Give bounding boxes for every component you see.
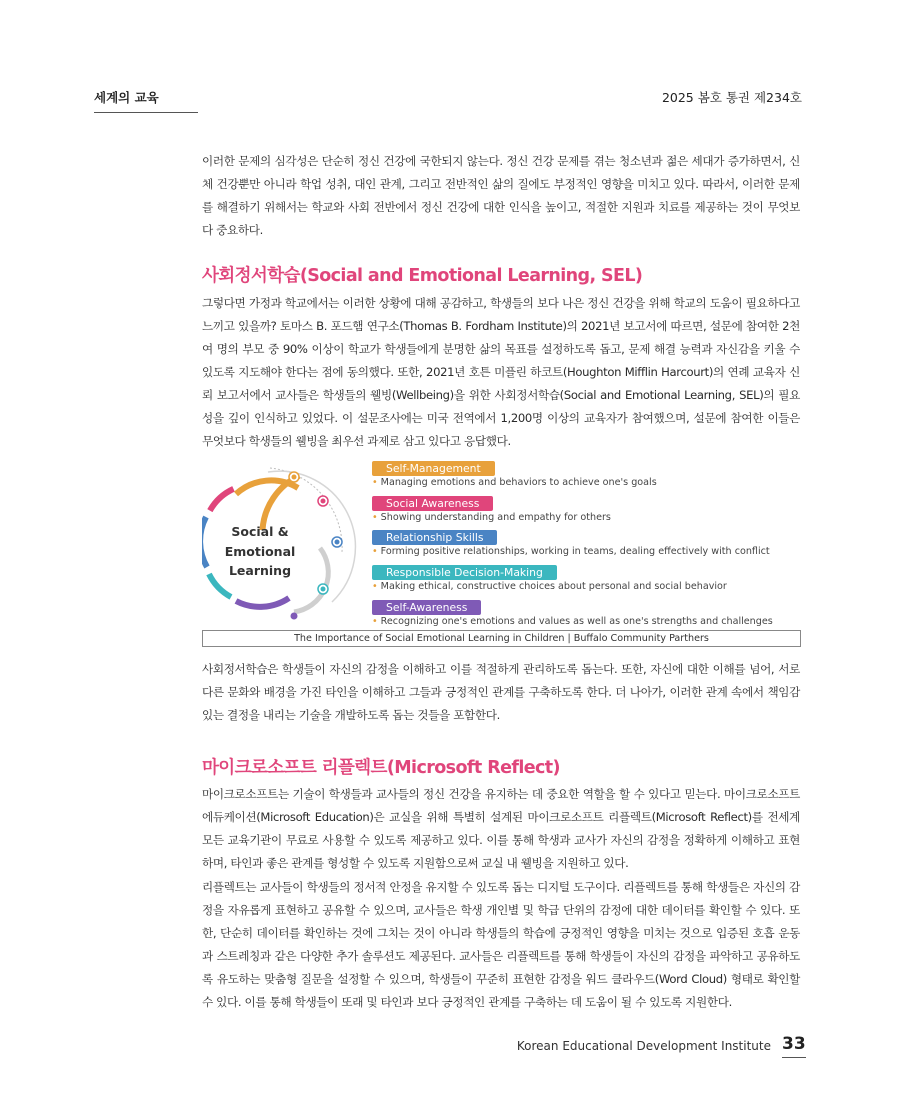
sel-after-figure-paragraph: 사회정서학습은 학생들이 자신의 감정을 이해하고 이를 적절하게 관리하도록 돕는다. 또한, 자신에 대한 이해를 넘어, 서로 다른 문화와 배경을 가진 타인을 이해하고 그들과 긍정적인 관계를 구축하도록 한다. 더 나아가, 이러한 관계 속에서 책임감 있는 결정을 내리는 기술을 개발하도록 돕는 것들을 포함한다. <box>202 662 800 722</box>
component-desc <box>372 477 657 488</box>
component-social-awareness <box>372 492 611 523</box>
wheel-center-line: Emotional <box>224 543 296 559</box>
bullet-icon: • <box>372 581 378 592</box>
running-header-section: 세계의 교육 <box>94 88 198 113</box>
footer-publisher: Korean Educational Development Institute <box>516 1039 771 1053</box>
intro-paragraph: 이러한 문제의 심각성은 단순히 정신 건강에 국한되지 않는다. 정신 건강 문제를 겪는 청소년과 젊은 세대가 증가하면서, 신체 건강뿐만 아니라 학업 성취, 대인 관계, 그리고 전반적인 삶의 질에도 부정적인 영향을 미치고 있다. 따라서, 이러한 문제를 해결하기 위해서는 학교와 사회 전반에서 정신 건강에 대한 인식을 높이고, 적절한 지원과 치료를 제공하는 것이 무엇보다 중요하다. <box>202 154 800 237</box>
sel-paragraph: 그렇다면 가정과 학교에서는 이러한 상황에 대해 공감하고, 학생들의 보다 나은 정신 건강을 위해 학교의 도움이 필요하다고 느끼고 있을까? 토마스 B. 포드햄 연구소(Thomas B. Fordham Institute)의 2021년 보고서에 따르면, 설문에 참여한 2천여 명의 부모 중 90% 이상이 학교가 학생들에게 분명한 삶의 목표를 설정하도록 돕고, 문제 해결 능력과 자신감을 키울 수 있도록 지도해야 한다는 점에 동의했다. 또한, 2021년 호튼 미플린 하코트(Houghton Mifflin Harcourt)의 연례 교육자 신뢰 보고서에서 교사들은 학생들의 웰빙(Wellbeing)을 위한 사회정서학습(Social and Emotional Learning, SEL)의 필요성을 깊이 인식하고 있었다. 이 설문조사에는 미국 전역에서 1,200명 이상의 교육자가 참여했으며, 설문에 참여한 이들은 무엇보다 학생들의 웰빙을 최우선 과제로 삼고 있다고 응답했다. <box>202 296 800 448</box>
ms-heading: 마이크로소프트 리플렉트(Microsoft Reflect) <box>202 758 560 778</box>
wheel-arc-relationship-skills <box>202 517 207 567</box>
page-number: 33 <box>782 1034 806 1058</box>
component-desc <box>372 512 611 523</box>
component-decision-making <box>372 561 727 592</box>
component-desc-text: Forming positive relationships, working in teams, dealing effectively with conflict <box>380 546 770 557</box>
component-self-awareness <box>372 596 773 627</box>
component-pill: Self-Management <box>372 461 495 476</box>
component-desc <box>372 546 770 557</box>
sel-heading: 사회정서학습(Social and Emotional Learning, SEL) <box>202 266 643 286</box>
component-desc <box>372 616 773 627</box>
wheel-center-line: Social & <box>231 524 289 539</box>
dot-self-awareness-icon <box>291 613 298 620</box>
ms-paragraph-1: 마이크로소프트는 기술이 학생들과 교사들의 정신 건강을 유지하는 데 중요한 역할을 할 수 있다고 믿는다. 마이크로소프트 에듀케이션(Microsoft Education)은 교실을 위해 특별히 설계된 마이크로소프트 리플렉트(Microsoft Reflect)를 전세계 모든 교육기관이 무료로 사용할 수 있도록 제공하고 있다. 이를 통해 학생과 교사가 자신의 감정을 정확하게 이해하고 표현하며, 타인과 좋은 관계를 형성할 수 있도록 지원함으로써 교실 내 웰빙을 지원하고 있다. <box>202 787 800 870</box>
bullet-icon: • <box>372 477 378 488</box>
wheel-arc-social-awareness <box>210 489 234 511</box>
running-header-issue: 2025 봄호 통권 제234호 <box>661 90 802 105</box>
component-desc <box>372 581 727 592</box>
bullet-icon: • <box>372 512 378 523</box>
wheel-center-line: Learning <box>228 563 292 578</box>
component-desc-text: Recognizing one's emotions and values as well as one's strengths and challenges <box>380 616 773 627</box>
component-desc-text: Managing emotions and behaviors to achieve one's goals <box>380 477 657 488</box>
component-self-management <box>372 457 657 488</box>
bullet-icon: • <box>372 546 378 557</box>
component-pill: Social Awareness <box>372 496 493 511</box>
component-relationship-skills <box>372 526 770 557</box>
ms-paragraph-2: 리플렉트는 교사들이 학생들의 정서적 안정을 유지할 수 있도록 돕는 디지털 도구이다. 리플렉트를 통해 학생들은 자신의 감정을 자유롭게 표현하고 공유할 수 있으며, 교사들은 학생 개인별 및 학급 단위의 감정에 대한 데이터를 확인할 수 있다. 또한, 단순히 데이터를 확인하는 것에 그치는 것이 아니라 학생들의 학습에 긍정적인 영향을 미치는 것으로 입증된 호흡 운동과 스트레칭과 같은 다양한 추가 솔루션도 제공된다. 교사들은 리플렉트를 통해 학생들이 자신의 감정을 파악하고 공유하도록 유도하는 맞춤형 질문을 설정할 수 있으며, 학생들이 꾸준히 표현한 감정을 워드 클라우드(Word Cloud) 형태로 확인할 수 있다. 이를 통해 학생들이 또래 및 타인과 보다 긍정적인 관계를 구축하는 데 도움이 될 수 있도록 지원한다. <box>202 880 800 1009</box>
bullet-icon: • <box>372 616 378 627</box>
wheel-arc-self-awareness <box>236 598 289 607</box>
component-pill: Relationship Skills <box>372 530 497 545</box>
figure-caption: The Importance of Social Emotional Learning in Children | Buffalo Community Parthers <box>202 630 801 647</box>
sel-figure <box>202 452 802 648</box>
component-pill: Self-Awareness <box>372 600 481 615</box>
wheel-center-label <box>216 522 304 581</box>
component-pill: Responsible Decision-Making <box>372 565 557 580</box>
component-desc-text: Showing understanding and empathy for others <box>380 512 611 523</box>
component-desc-text: Making ethical, constructive choices about personal and social behavior <box>380 581 727 592</box>
